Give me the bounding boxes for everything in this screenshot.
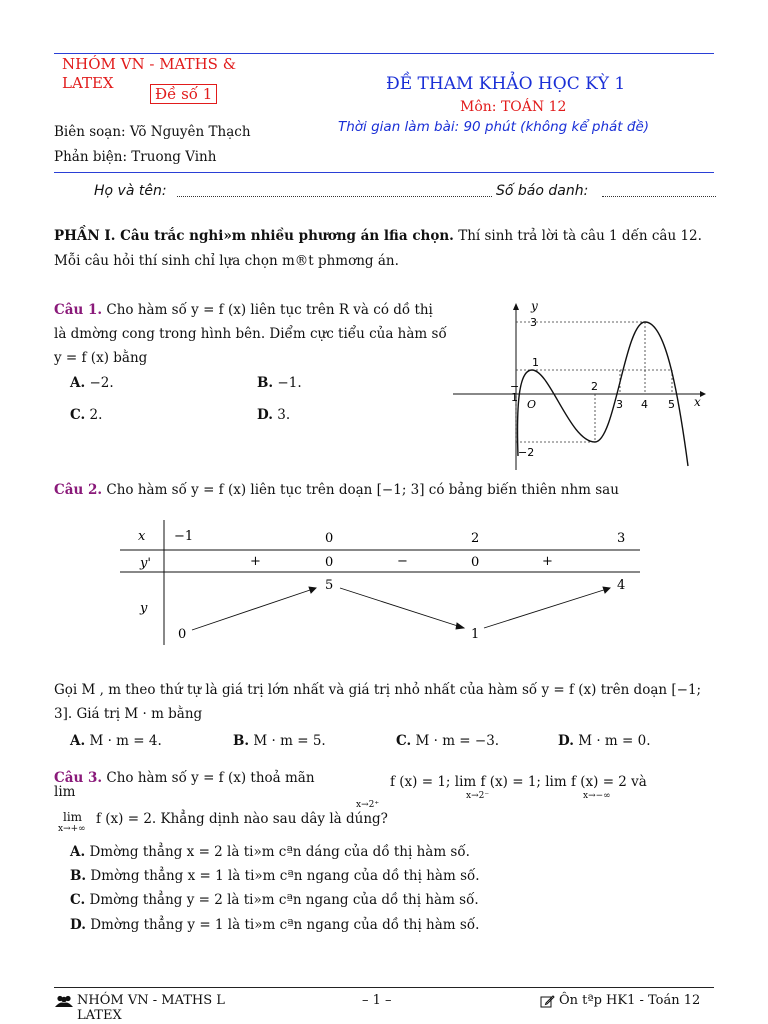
q3-lim-word: lim xyxy=(54,784,76,800)
q1-text1: Cho hàm số y = f (x) liên tục trên R và có dồ thị xyxy=(106,302,433,318)
tick-x5: 5 xyxy=(668,398,675,411)
q3-label: Câu 3. xyxy=(54,770,103,786)
q2-text: Cho hàm số y = f (x) liên tục trên doạn [−1; 3] có bảng biến thiên nhm sau xyxy=(106,482,619,498)
q2-option-b[interactable] xyxy=(233,733,326,749)
x-val-3: 2 xyxy=(471,531,480,546)
option-value: M · m = 4. xyxy=(89,733,162,749)
q1-option-a[interactable] xyxy=(70,375,114,391)
q3-lim-sub3: x→−∞ xyxy=(583,791,611,801)
tick-neg1-sign: − xyxy=(510,380,520,393)
exam-title: ĐỀ THAM KHẢO HỌC KỲ 1 xyxy=(386,74,626,94)
x-axis-label: x xyxy=(694,395,701,409)
q3-text2: f (x) = 2. Khẳng dịnh nào sau dây là dúng? xyxy=(96,811,388,827)
option-value: M · m = 0. xyxy=(578,733,651,749)
option-value: Dmờng thẳng y = 2 là ti»m cªn ngang của dồ thị hàm số. xyxy=(89,892,479,908)
q2-text2a: Gọi M , m theo thứ tự là giá trị lớn nhất và giá trị nhỏ nhất của hàm số y = f (x) trên doạn [−1; xyxy=(54,682,702,698)
y-val-2: 5 xyxy=(325,578,334,593)
q3-lim-sub2: x→2⁻ xyxy=(466,791,490,801)
row-label-y: y xyxy=(140,601,148,616)
part1-title: PHẦN I. Câu trắc nghi»m nhiều phương án lfia chọn. xyxy=(54,228,454,244)
option-value: −1. xyxy=(277,375,302,391)
q2-option-c[interactable] xyxy=(396,733,499,749)
row-label-x: x xyxy=(138,529,146,544)
x-axis-arrow xyxy=(700,391,706,397)
student-id-label: Số báo danh: xyxy=(496,183,589,199)
q3-line1 xyxy=(54,770,315,786)
option-key: A. xyxy=(70,375,86,391)
tick-x2: 2 xyxy=(591,380,598,393)
part1-desc1: Thí sinh trả lời tà câu 1 dến câu 12. xyxy=(458,228,702,244)
option-key: B. xyxy=(70,868,87,884)
edit-icon xyxy=(540,995,555,1008)
sign-5: + xyxy=(542,554,553,569)
exam-time: Thời gian làm bài: 90 phút (không kể phát đề) xyxy=(338,119,650,135)
y-val-1: 0 xyxy=(178,627,187,642)
option-key: D. xyxy=(70,917,86,933)
variation-arrows xyxy=(192,587,610,630)
row-label-derivative: y' xyxy=(140,556,151,571)
sign-1: + xyxy=(250,554,261,569)
author: Biên soạn: Võ Nguyên Thạch xyxy=(54,124,251,140)
name-field[interactable] xyxy=(177,196,492,197)
part1-heading xyxy=(54,228,702,244)
option-key: D. xyxy=(257,407,273,423)
option-value: 2. xyxy=(89,407,103,423)
reviewer: Phản biện: Truong Vinh xyxy=(54,149,217,165)
option-key: C. xyxy=(396,733,412,749)
q2-line1 xyxy=(54,482,619,498)
option-value: Dmờng thẳng y = 1 là ti»m cªn ngang của dồ thị hàm số. xyxy=(90,917,480,933)
option-value: M · m = −3. xyxy=(415,733,500,749)
y-val-3: 1 xyxy=(471,627,480,642)
q2-option-d[interactable] xyxy=(558,733,651,749)
q3-lim-sub1: x→2⁺ xyxy=(356,800,380,810)
sign-4: 0 xyxy=(471,555,480,570)
x-val-4: 3 xyxy=(617,531,626,546)
part1-desc2: Mỗi câu hỏi thí sinh chỉ lựa chọn m®t phmơng án. xyxy=(54,253,399,269)
header-bottom-rule xyxy=(54,172,714,173)
option-key: B. xyxy=(233,733,250,749)
q1-text2: là dmờng cong trong hình bên. Diểm cực tiểu của hàm số xyxy=(54,326,447,342)
option-key: A. xyxy=(70,844,86,860)
q1-label: Câu 1. xyxy=(54,302,103,318)
tick-neg1: 1 xyxy=(511,391,518,404)
q1-option-c[interactable] xyxy=(70,407,102,423)
footer-rule xyxy=(54,987,714,988)
tick-y1: 1 xyxy=(532,356,539,369)
footer-group-line2: LATEX xyxy=(77,1008,122,1023)
q3-text1: Cho hàm số y = f (x) thoả mãn xyxy=(106,770,315,786)
y-val-4: 4 xyxy=(617,578,626,593)
q2-label: Câu 2. xyxy=(54,482,103,498)
student-id-field[interactable] xyxy=(602,196,716,197)
name-label: Họ và tên: xyxy=(94,183,167,199)
q3-option-d[interactable] xyxy=(70,917,479,933)
x-val-2: 0 xyxy=(325,531,334,546)
q1-option-b[interactable] xyxy=(257,375,302,391)
option-key: C. xyxy=(70,892,86,908)
q2-option-a[interactable] xyxy=(70,733,162,749)
option-key: D. xyxy=(558,733,574,749)
option-value: −2. xyxy=(89,375,114,391)
q2-text2b: 3]. Giá trị M · m bằng xyxy=(54,706,203,722)
option-key: A. xyxy=(70,733,86,749)
group-name-line1: NHÓM VN - MATHS & xyxy=(62,55,237,73)
option-value: Dmờng thẳng x = 2 là ti»m cªn dáng của dồ thị hàm số. xyxy=(89,844,470,860)
q1-line1 xyxy=(54,302,433,318)
q1-text3: y = f (x) bằng xyxy=(54,350,148,366)
option-value: M · m = 5. xyxy=(253,733,326,749)
x-val-1: −1 xyxy=(174,529,194,544)
sign-2: 0 xyxy=(325,555,334,570)
option-key: C. xyxy=(70,407,86,423)
sign-3: − xyxy=(397,554,408,569)
tick-y-neg2: −2 xyxy=(518,446,535,459)
tick-y3: 3 xyxy=(530,316,537,329)
group-name-line2: LATEX xyxy=(62,74,114,92)
q3-lim-sub4: x→+∞ xyxy=(58,824,86,834)
tick-x4: 4 xyxy=(641,398,648,411)
tick-x3: 3 xyxy=(616,398,623,411)
option-value: Dmờng thẳng x = 1 là ti»m cªn ngang của dồ thị hàm số. xyxy=(90,868,480,884)
header-top-rule xyxy=(54,53,714,54)
footer-group-line1: NHÓM VN - MATHS L xyxy=(77,993,225,1008)
option-key: B. xyxy=(257,375,274,391)
users-icon xyxy=(55,995,73,1008)
q3-option-c[interactable] xyxy=(70,892,479,908)
y-axis-label: y xyxy=(531,299,538,313)
option-value: 3. xyxy=(277,407,291,423)
q3-option-a[interactable] xyxy=(70,844,470,860)
q3-lim-word-2: lim xyxy=(63,810,83,824)
page-number: – 1 – xyxy=(362,993,392,1008)
q3-text1b: f (x) = 1; lim f (x) = 1; lim f (x) = 2 và xyxy=(390,774,647,790)
q1-function-graph xyxy=(450,298,710,473)
y-axis-arrow xyxy=(513,303,519,310)
footer-right-title: Ôn tªp HK1 - Toán 12 xyxy=(559,993,701,1008)
subject: Môn: TOÁN 12 xyxy=(460,99,567,115)
q2-variation-table xyxy=(120,520,650,655)
q1-option-d[interactable] xyxy=(257,407,290,423)
q3-option-b[interactable] xyxy=(70,868,480,884)
exam-number-box: Đề số 1 xyxy=(150,84,217,104)
origin-label: O xyxy=(527,398,537,411)
